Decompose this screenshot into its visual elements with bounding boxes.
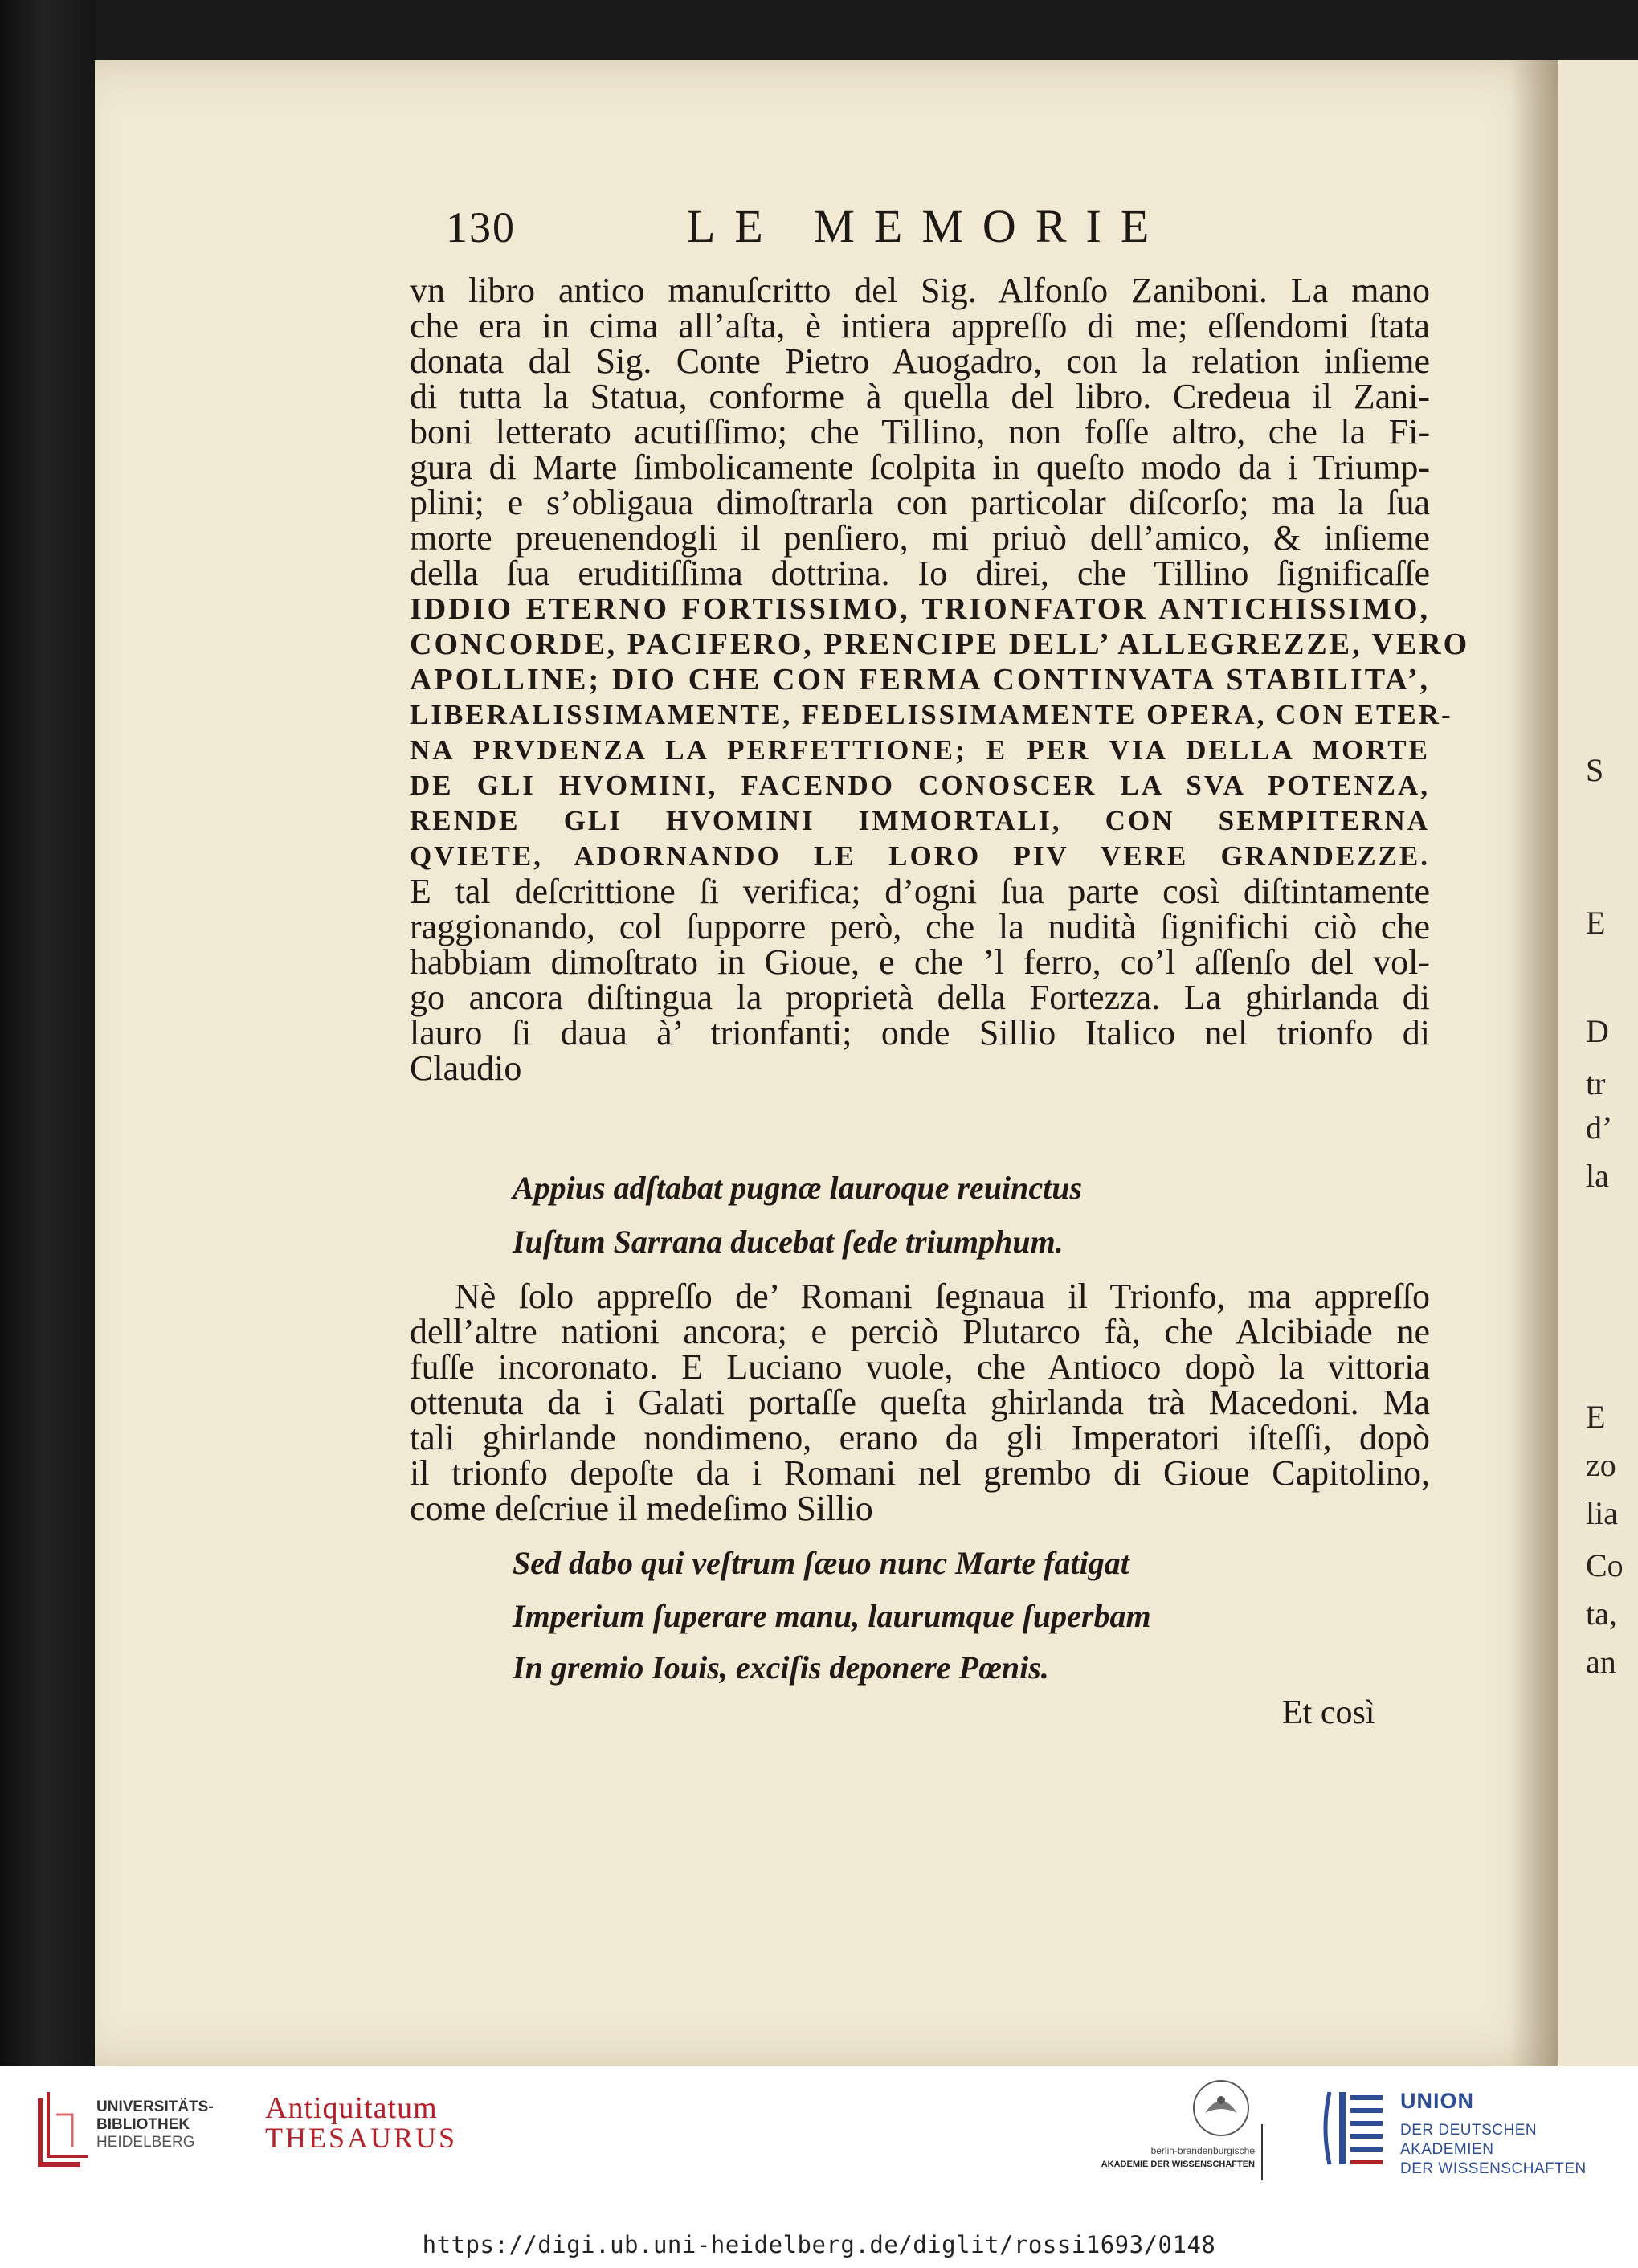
text-line: tali ghirlande nondimeno, erano da gli Imperatori iſteſſi, dopò — [410, 1418, 1430, 1457]
body-text-continued — [410, 1279, 1430, 1526]
page-number: 130 — [446, 203, 516, 251]
ub-text-strong: BIBLIOTHEK — [96, 2116, 190, 2133]
next-page-fragment: an — [1586, 1644, 1616, 1680]
text-line: che era in cima all’aſta, è intiera appreſſo di me; eſſendomi ſtata — [410, 306, 1430, 345]
next-page-fragment: S — [1586, 752, 1604, 788]
caps-line: IDDIO ETERNO FORTISSIMO, TRIONFATOR ANTICHISSIMO, — [410, 592, 1430, 626]
next-page-edge — [1558, 60, 1638, 2066]
text-line: gura di Marte ſimbolicamente ſcolpita in queſto modo da i Triump- — [410, 447, 1430, 487]
bbaw-line-1: berlin-brandenburgische — [1150, 2145, 1255, 2156]
verse-line: Imperium ſuperare manu, laurumque ſuperbam — [513, 1598, 1151, 1634]
ub-heidelberg-text — [96, 2098, 214, 2152]
ub-heidelberg-logo[interactable] — [32, 2084, 265, 2180]
text-line: plini; e s’obligaua dimoſtrarla con particolar diſcorſo; ma la ſua — [410, 483, 1430, 522]
ub-heidelberg-mark-icon — [32, 2090, 90, 2171]
running-head — [446, 202, 1209, 259]
page-gutter-shadow — [1510, 60, 1558, 2066]
next-page-fragment: D — [1586, 1013, 1609, 1049]
text-line: vn libro antico manuſcritto del Sig. Alfonſo Zaniboni. La mano — [410, 271, 1430, 310]
text-line: Nè ſolo appreſſo de’ Romani ſegnaua il Trionfo, ma appreſſo — [455, 1277, 1430, 1316]
running-title: LE MEMORIE — [687, 200, 1169, 252]
text-line: della ſua eruditiſſima dottrina. Io direi, che Tillino ſignificaſſe — [410, 554, 1430, 593]
text-line: donata dal Sig. Conte Pietro Auogadro, con la relation inſieme — [410, 341, 1430, 381]
text-line: lauro ſi daua à’ trionfanti; onde Sillio Italico nel trionfo di — [410, 1013, 1430, 1052]
union-columns-icon — [1321, 2084, 1386, 2172]
viewer-footer — [0, 2066, 1638, 2268]
caps-line: DE GLI HVOMINI, FACENDO CONOSCER LA SVA POTENZA, — [410, 770, 1430, 801]
text-line: Claudio — [410, 1048, 522, 1088]
caps-line: QVIETE, ADORNANDO LE LORO PIV VERE GRANDEZZE. — [410, 840, 1430, 872]
next-page-fragment: E — [1586, 1399, 1606, 1435]
caps-line: RENDE GLI HVOMINI IMMORTALI, CON SEMPITERNA — [410, 805, 1430, 836]
next-page-fragment: E — [1586, 905, 1606, 941]
page-url-link[interactable]: https://digi.ub.uni-heidelberg.de/diglit/rossi1693/0148 — [422, 2231, 1216, 2258]
book-binding-edge — [0, 0, 96, 2066]
ub-text-strong: UNIVERSITÄTS- — [96, 2098, 214, 2115]
union-title: UNION — [1400, 2089, 1474, 2113]
next-page-fragment: la — [1586, 1158, 1609, 1194]
next-page-fragment: ta, — [1586, 1596, 1617, 1632]
caps-line: APOLLINE; DIO CHE CON FERMA CONTINVATA STABILITA’, — [410, 663, 1430, 697]
verse-line: Iuſtum Sarrana ducebat ſede triumphum. — [513, 1224, 1064, 1260]
text-line: il trionfo depoſte da i Romani nel grembo di Gioue Capitolino, — [410, 1453, 1430, 1493]
thesaurus-line-2: THESAURUS — [265, 2122, 458, 2154]
verse-line: Appius adſtabat pugnæ lauroque reuinctus — [513, 1170, 1083, 1206]
text-line: come deſcriue il medeſimo Sillio — [410, 1489, 873, 1528]
text-line: habbiam dimoſtrato in Gioue, e che ’l ferro, co’l aſſenſo del vol- — [410, 942, 1430, 982]
verse-line: In gremio Iouis, exciſis deponere Pœnis. — [513, 1649, 1049, 1686]
union-subtitle — [1400, 2121, 1627, 2179]
text-line: ottenuta da i Galati portaſſe queſta ghirlanda trà Macedoni. Ma — [410, 1383, 1430, 1422]
text-line: go ancora diſtingua la proprietà della Fortezza. La ghirlanda di — [410, 978, 1430, 1017]
bbaw-line-2: AKADEMIE DER WISSENSCHAFTEN — [1101, 2160, 1255, 2169]
ub-text-line — [96, 2098, 214, 2116]
caps-line: CONCORDE, PACIFERO, PRENCIPE DELL’ ALLEGREZZE, VERO — [410, 627, 1470, 661]
next-page-fragment: d’ — [1586, 1109, 1613, 1146]
next-page-fragment: lia — [1586, 1495, 1618, 1531]
body-text — [410, 271, 1470, 1088]
text-line: E tal deſcrittione ſi verifica; d’ogni ſua parte così diſtintamente — [410, 872, 1430, 911]
catchword: Et così — [1282, 1694, 1375, 1731]
text-line: dell’altre nationi ancora; e perciò Plutarco fà, che Alcibiade ne — [410, 1312, 1430, 1351]
bbaw-logo[interactable] — [1060, 2076, 1269, 2196]
thesaurus-line-1: Antiquitatum — [265, 2091, 438, 2125]
union-subtitle-line: DER DEUTSCHEN AKADEMIEN — [1400, 2122, 1538, 2158]
verse-line: Sed dabo qui veſtrum ſæuo nunc Marte fatigat — [513, 1545, 1129, 1581]
antiquitatum-thesaurus-logo[interactable] — [265, 2090, 457, 2155]
next-page-fragment: tr — [1586, 1065, 1606, 1101]
next-page-fragment: zo — [1586, 1447, 1616, 1483]
text-line: boni letterato acutiſſimo; che Tillino, non foſſe altro, che la Fi- — [410, 412, 1430, 452]
caps-line: LIBERALISSIMAMENTE, FEDELISSIMAMENTE OPERA, CON ETER- — [410, 699, 1453, 730]
ub-text-line — [96, 2116, 214, 2134]
text-line: fuſſe incoronato. E Luciano vuole, che Antioco dopò la vittoria — [410, 1347, 1430, 1387]
eagle-emblem-icon — [1189, 2076, 1253, 2140]
caps-line: NA PRVDENZA LA PERFETTIONE; E PER VIA DELLA MORTE — [410, 734, 1430, 766]
union-subtitle-line: DER WISSENSCHAFTEN — [1400, 2160, 1587, 2177]
union-akademien-logo[interactable] — [1321, 2084, 1627, 2180]
text-line: morte preuenendogli il penſiero, mi priuò dell’amico, & inſieme — [410, 518, 1430, 558]
text-line: di tutta la Statua, conforme à quella del libro. Credeua il Zani- — [410, 377, 1430, 416]
bbaw-divider — [1261, 2124, 1263, 2180]
text-line: raggionando, col ſupporre però, che la nudità ſignifichi ciò che — [410, 907, 1430, 946]
ub-text-line: HEIDELBERG — [96, 2134, 195, 2151]
next-page-fragment: Co — [1586, 1547, 1624, 1584]
